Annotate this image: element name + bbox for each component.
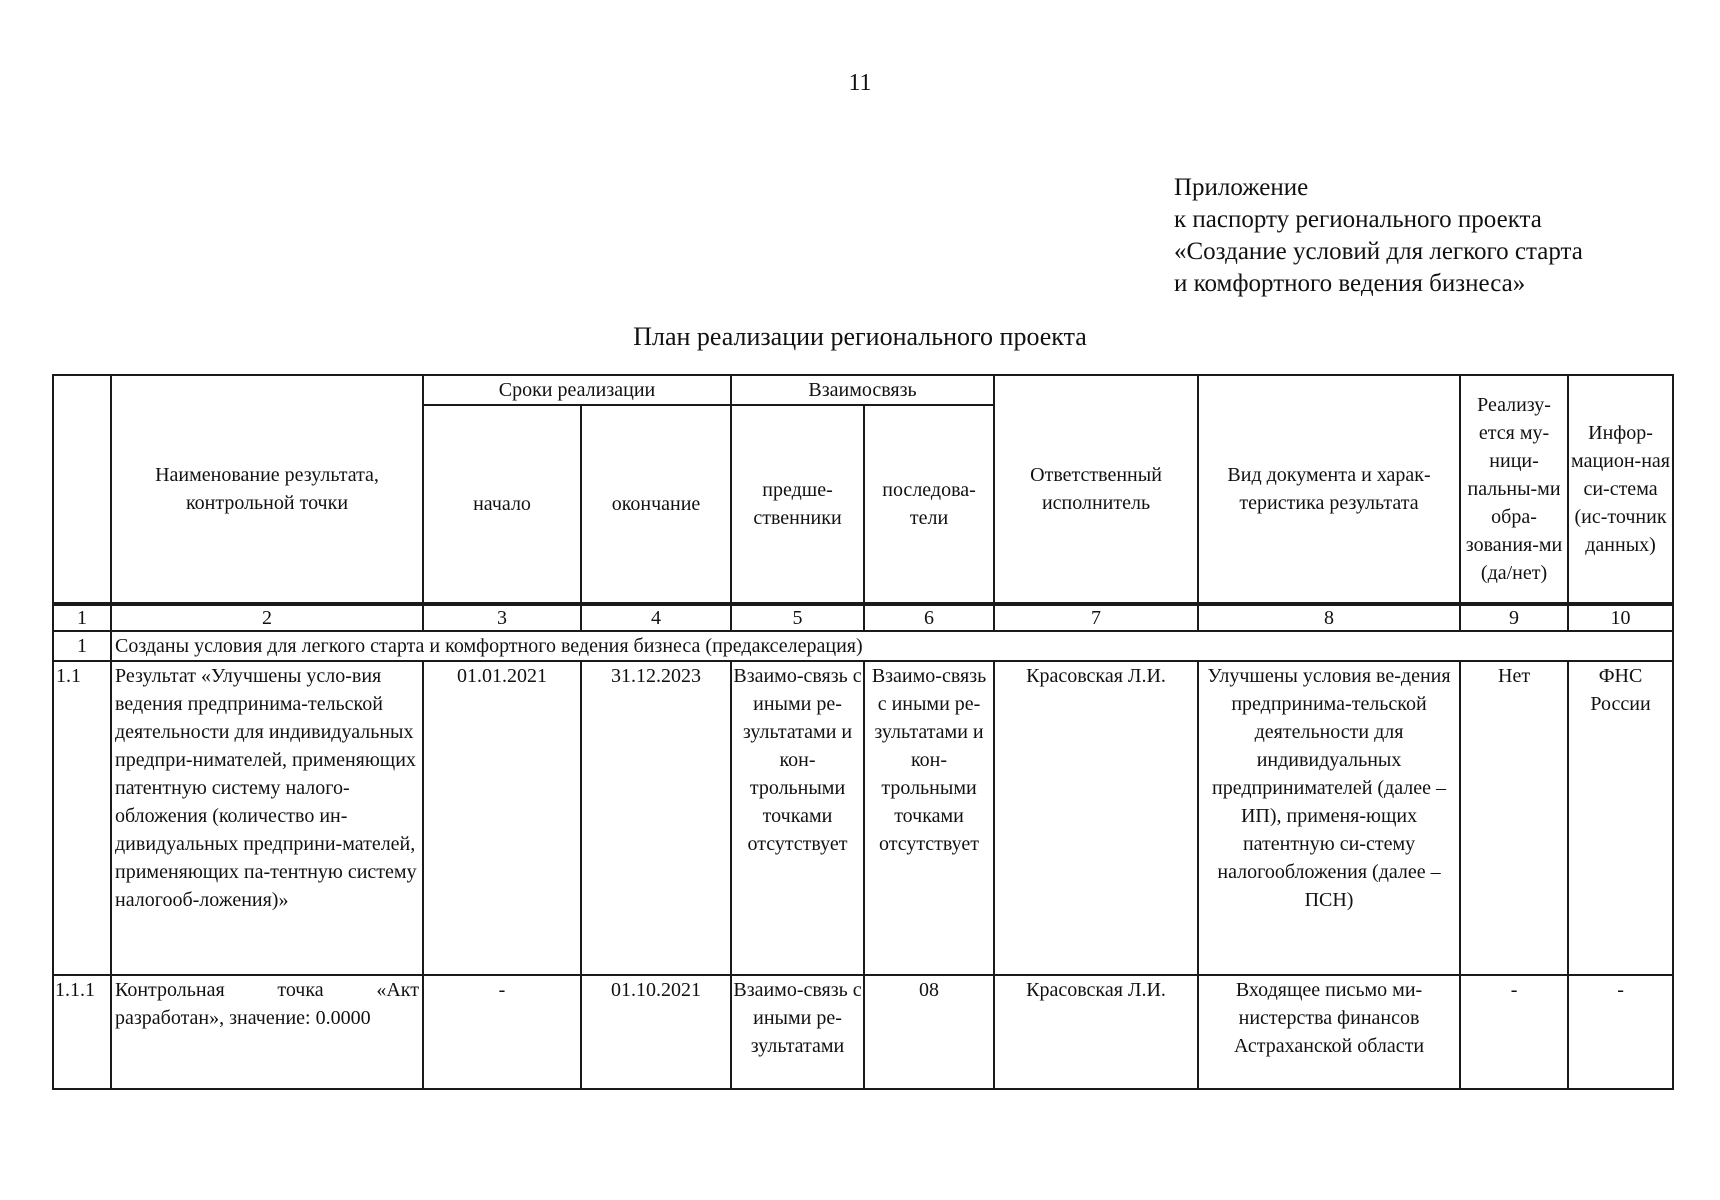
row-municipal: - xyxy=(1460,975,1568,1089)
appendix-line: и комфортного ведения бизнеса» xyxy=(1174,270,1526,297)
header-cell-responsible: Ответственный исполнитель xyxy=(994,375,1198,604)
header-cell-predecessors: предше-ственники xyxy=(731,405,864,604)
column-number-cell: 7 xyxy=(994,604,1198,631)
column-number-cell: 6 xyxy=(864,604,994,631)
header-cell-start: начало xyxy=(423,405,581,604)
appendix-line: Приложение xyxy=(1174,174,1309,201)
header-cell-end: окончание xyxy=(581,405,731,604)
section-row xyxy=(53,631,1673,661)
header-cell-number xyxy=(53,375,111,604)
header-cell-terms-group: Сроки реализации xyxy=(423,375,731,405)
row-municipal: Нет xyxy=(1460,661,1568,975)
row-number: 1.1 xyxy=(53,661,111,975)
plan-table xyxy=(52,374,1674,1090)
row-responsible: Красовская Л.И. xyxy=(994,661,1198,975)
row-responsible: Красовская Л.И. xyxy=(994,975,1198,1089)
column-number-cell: 3 xyxy=(423,604,581,631)
section-number: 1 xyxy=(53,631,111,661)
row-number: 1.1.1 xyxy=(53,975,111,1089)
row-doc-type: Улучшены условия ве-дения предпринима-тельской деятельности для индивидуальных предпринимателей (далее – ИП), применя-ющих патентную си-стему налогообложения (далее – ПСН) xyxy=(1198,661,1460,975)
header-cell-successors: последова-тели xyxy=(864,405,994,604)
column-number-cell: 5 xyxy=(731,604,864,631)
column-number-cell: 8 xyxy=(1198,604,1460,631)
header-cell-municipal: Реализу-ется му-ници-пальны-ми обра-зования-ми (да/нет) xyxy=(1460,375,1568,604)
column-number-cell: 9 xyxy=(1460,604,1568,631)
appendix-line: к паспорту регионального проекта xyxy=(1174,206,1542,233)
page-number: 11 xyxy=(848,70,872,96)
row-name: Результат «Улучшены усло-вия ведения предпринима-тельской деятельности для индивидуальных предпри-нимателей, применяющих патентную систему налого-обложения (количество ин-дивидуальных предприни-мателей, применяющих па-тентную систему налогооб-ложения)» xyxy=(111,661,423,975)
row-end: 31.12.2023 xyxy=(581,661,731,975)
header-row-top xyxy=(53,375,1673,405)
column-number-cell: 4 xyxy=(581,604,731,631)
header-cell-relation-group: Взаимосвязь xyxy=(731,375,994,405)
row-successors: Взаимо-связь с иными ре-зультатами и кон-трольными точками отсутствует xyxy=(864,661,994,975)
row-predecessors: Взаимо-связь с иными ре-зультатами xyxy=(731,975,864,1089)
row-start: 01.01.2021 xyxy=(423,661,581,975)
column-number-row xyxy=(53,604,1673,631)
column-number-cell: 1 xyxy=(53,604,111,631)
column-number-cell: 10 xyxy=(1568,604,1673,631)
section-title: Созданы условия для легкого старта и комфортного ведения бизнеса (предакселерация) xyxy=(111,631,1673,661)
row-end: 01.10.2021 xyxy=(581,975,731,1089)
row-info-system: - xyxy=(1568,975,1673,1089)
table-row xyxy=(53,661,1673,975)
row-successors: 08 xyxy=(864,975,994,1089)
row-predecessors: Взаимо-связь с иными ре-зультатами и кон-трольными точками отсутствует xyxy=(731,661,864,975)
row-info-system: ФНС России xyxy=(1568,661,1673,975)
header-cell-info-system: Инфор-мацион-ная си-стема (ис-точник данных) xyxy=(1568,375,1673,604)
row-doc-type: Входящее письмо ми-нистерства финансов Астраханской области xyxy=(1198,975,1460,1089)
column-number-cell: 2 xyxy=(111,604,423,631)
appendix-header xyxy=(1174,172,1694,300)
header-cell-name: Наименование результата, контрольной точки xyxy=(111,375,423,604)
table-row xyxy=(53,975,1673,1089)
row-start: - xyxy=(423,975,581,1089)
header-cell-doc-type: Вид документа и харак-теристика результата xyxy=(1198,375,1460,604)
plan-title: План реализации регионального проекта xyxy=(633,322,1087,351)
appendix-line: «Создание условий для легкого старта xyxy=(1174,238,1583,265)
row-name: Контрольная точка «Акт разработан», значение: 0.0000 xyxy=(111,975,423,1089)
